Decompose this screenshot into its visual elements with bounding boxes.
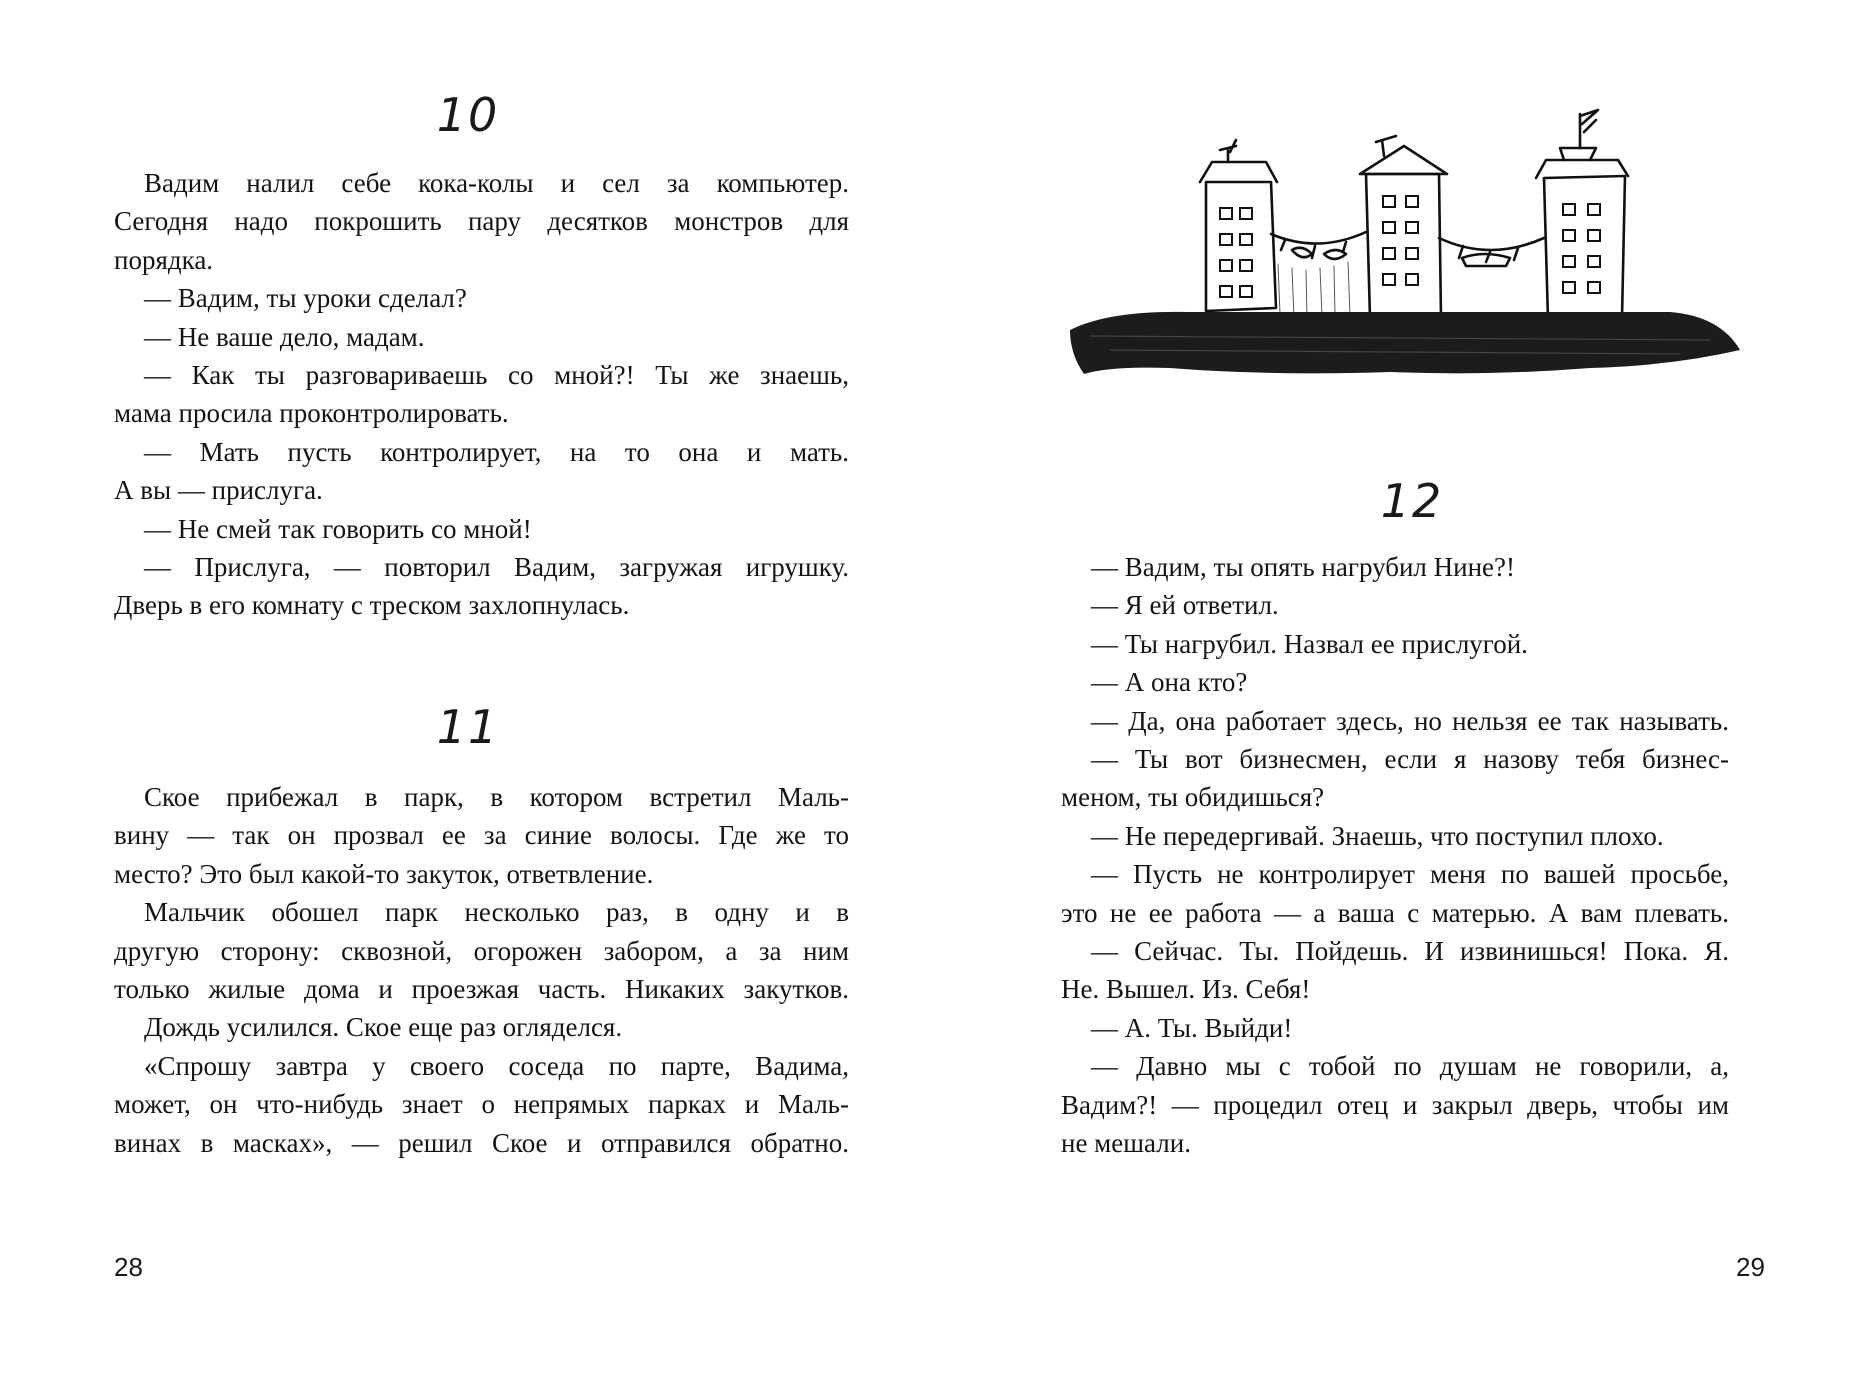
chapter-11-text bbox=[114, 778, 849, 1162]
text-line: Мальчик обошел парк несколько раз, в одну и в bbox=[144, 897, 849, 928]
text-line: — Вадим, ты уроки сделал? bbox=[144, 283, 467, 314]
text-line: «Спрошу завтра у своего соседа по парте, Вадима, bbox=[144, 1050, 849, 1081]
text-line: это не ее работа — а ваша с матерью. А вам плевать. bbox=[1061, 897, 1729, 928]
text-line: Ское прибежал в парк, в котором встретил Маль- bbox=[144, 782, 849, 812]
text-line: — Сейчас. Ты. Пойдешь. И извинишься! Пока. Я. bbox=[1091, 936, 1729, 967]
chapter-number-12: 12 bbox=[1380, 474, 1444, 528]
text-line: порядка. bbox=[114, 244, 214, 275]
text-line: не мешали. bbox=[1061, 1128, 1191, 1159]
text-line: — А. Ты. Выйди! bbox=[1091, 1012, 1293, 1043]
text-line: другую сторону: сквозной, огорожен забором, а за ним bbox=[114, 935, 849, 966]
text-line: Дверь в его комнату с треском захлопнулась. bbox=[114, 590, 630, 621]
page-number: 28 bbox=[114, 1252, 143, 1282]
text-line: — Не передергивай. Знаешь, что поступил плохо. bbox=[1091, 820, 1664, 851]
text-line: Сегодня надо покрошить пару десятков монстров для bbox=[114, 206, 849, 237]
text-line: — Да, она работает здесь, но нельзя ее так называть. bbox=[1091, 705, 1729, 736]
text-line: А вы — прислуга. bbox=[114, 475, 323, 506]
text-line: — Не ваше дело, мадам. bbox=[144, 321, 425, 352]
text-line: — Вадим, ты опять нагрубил Нине?! bbox=[1091, 552, 1515, 582]
text-line: может, он что-нибудь знает о непрямых парках и Маль- bbox=[114, 1089, 849, 1120]
houses-illustration bbox=[1070, 104, 1740, 404]
text-line: — Ты вот бизнесмен, если я назову тебя бизнес- bbox=[1091, 744, 1729, 775]
text-line: вину — так он прозвал ее за синие волосы. Где же то bbox=[114, 820, 849, 851]
chapter-12-text bbox=[1061, 548, 1729, 1163]
text-line: меном, ты обидишься? bbox=[1061, 782, 1325, 813]
page-number: 29 bbox=[1736, 1252, 1765, 1282]
text-line: Вадим налил себе кока-колы и сел за компьютер. bbox=[144, 168, 849, 198]
text-line: — Пусть не контролирует меня по вашей просьбе, bbox=[1091, 859, 1729, 890]
text-line: Не. Вышел. Из. Себя! bbox=[1061, 974, 1311, 1005]
text-line: — Прислуга, — повторил Вадим, загружая игрушку. bbox=[144, 552, 849, 583]
text-line: — Ты нагрубил. Назвал ее прислугой. bbox=[1091, 628, 1528, 659]
text-line: Дождь усилился. Ское еще раз огляделся. bbox=[144, 1012, 623, 1043]
chapter-10-text bbox=[114, 164, 849, 625]
text-line: винах в масках», — решил Ское и отправился обратно. bbox=[114, 1127, 849, 1158]
text-line: только жилые дома и проезжая часть. Никаких закутков. bbox=[114, 974, 849, 1005]
right-page bbox=[936, 0, 1872, 1398]
text-line: — Не смей так говорить со мной! bbox=[144, 513, 532, 544]
text-line: — Мать пусть контролирует, на то она и мать. bbox=[144, 436, 849, 467]
text-line: Вадим?! — процедил отец и закрыл дверь, чтобы им bbox=[1061, 1089, 1729, 1120]
chapter-number-10: 10 bbox=[436, 88, 500, 142]
text-line: мама просила проконтролировать. bbox=[114, 398, 509, 429]
text-line: место? Это был какой-то закуток, ответвление. bbox=[114, 858, 654, 889]
text-line: — Я ей ответил. bbox=[1091, 590, 1279, 621]
text-line: — А она кто? bbox=[1091, 667, 1248, 698]
chapter-number-11: 11 bbox=[436, 700, 500, 754]
text-line: — Как ты разговариваешь со мной?! Ты же знаешь, bbox=[144, 360, 849, 391]
text-line: — Давно мы с тобой по душам не говорили, а, bbox=[1091, 1051, 1729, 1082]
